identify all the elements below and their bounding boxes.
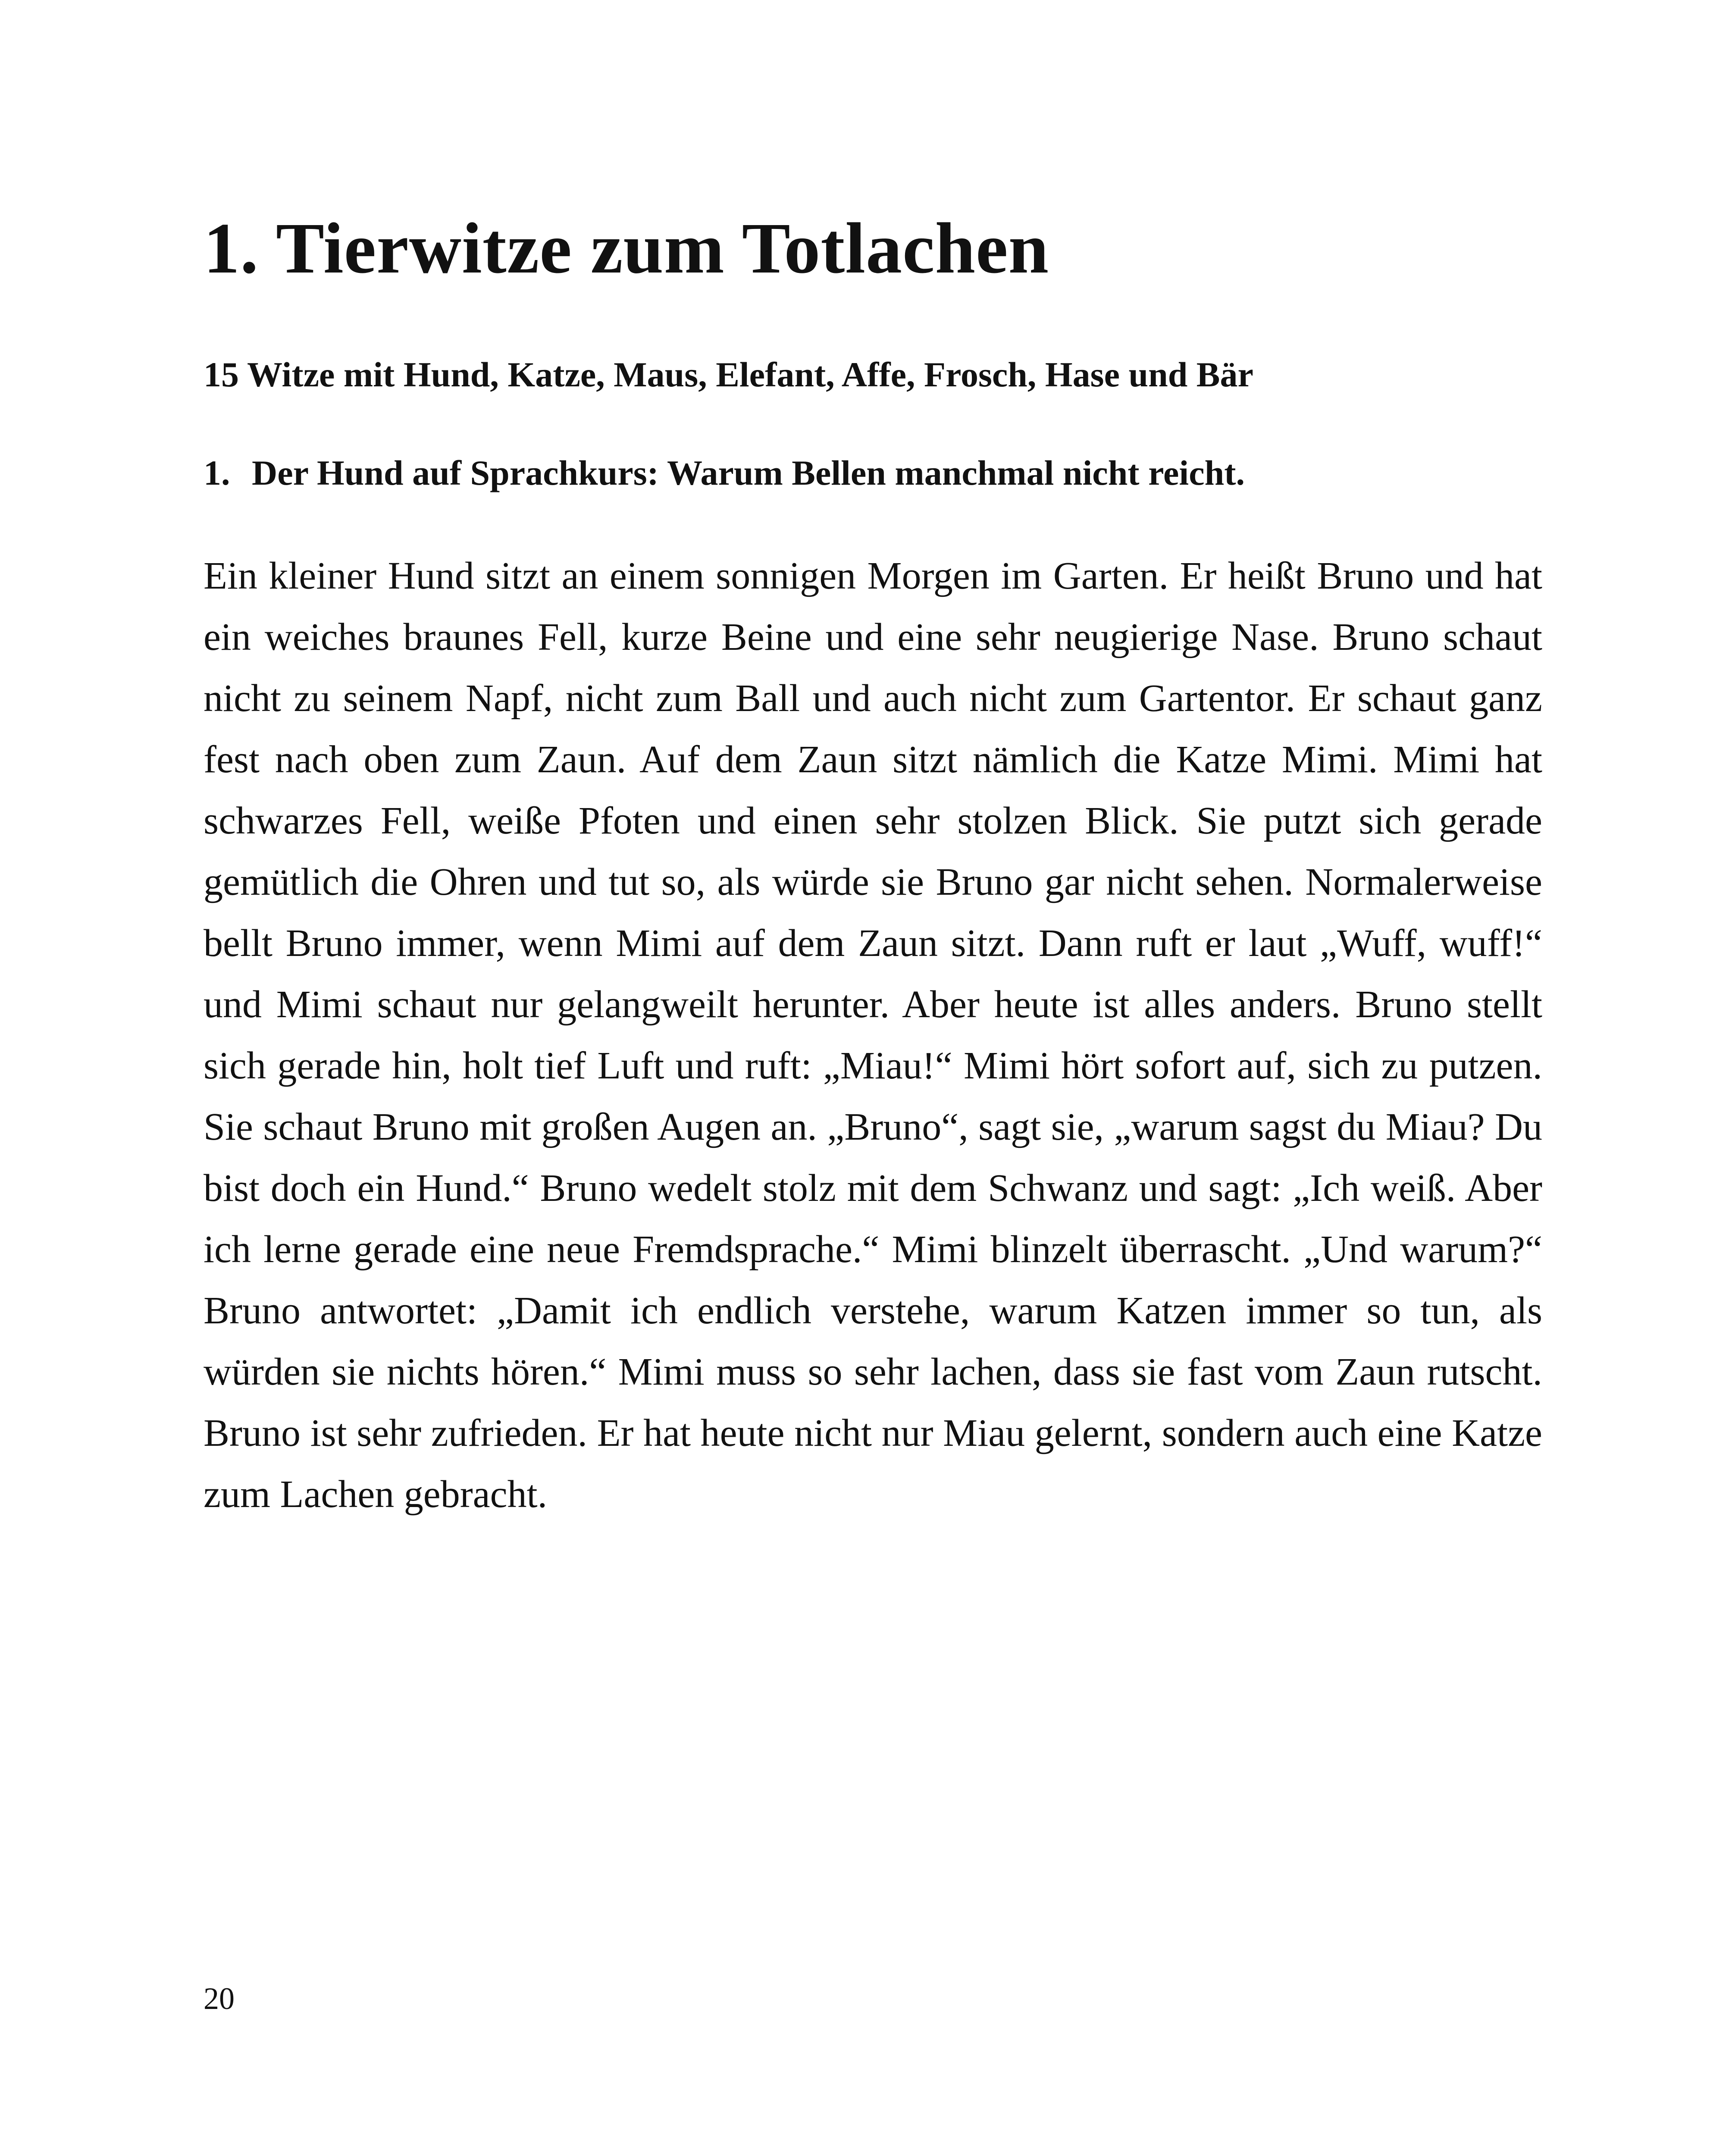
chapter-subtitle: 15 Witze mit Hund, Katze, Maus, Elefant, Affe, Frosch, Hase und Bär (204, 355, 1253, 394)
section-heading (204, 452, 1562, 494)
page-number: 20 (204, 1981, 235, 2016)
chapter-title: 1. Tierwitze zum Totlachen (204, 208, 1049, 288)
section-heading-text: Der Hund auf Sprachkurs: Warum Bellen manchmal nicht reicht. (252, 453, 1245, 492)
body-paragraph: Ein kleiner Hund sitzt an einem sonnigen Morgen im Garten. Er heißt Bruno und hat ein weiches braunes Fell, kurze Beine und eine sehr neugierige Nase. Bruno schaut nicht zu seinem Napf, nicht zum Ball und auch nicht zum Gartentor. Er schaut ganz fest nach oben zum Zaun. Auf dem Zaun sitzt nämlich die Katze Mimi. Mimi hat schwarzes Fell, weiße Pfoten und einen sehr stolzen Blick. Sie putzt sich gerade gemütlich die Ohren und tut so, als würde sie Bruno gar nicht sehen. Normalerweise bellt Bruno immer, wenn Mimi auf dem Zaun sitzt. Dann ruft er laut „Wuff, wuff!“ und Mimi schaut nur gelangweilt herunter. Aber heute ist alles anders. Bruno stellt sich gerade hin, holt tief Luft und ruft: „Miau!“ Mimi hört sofort auf, sich zu putzen. Sie schaut Bruno mit großen Augen an. „Bruno“, sagt sie, „warum sagst du Miau? Du bist doch ein Hund.“ Bruno wedelt stolz mit dem Schwanz und sagt: „Ich weiß. Aber ich lerne gerade eine neue Fremdsprache.“ Mimi blinzelt überrascht. „Und warum?“ Bruno antwortet: „Damit ich endlich verstehe, warum Katzen immer so tun, als würden sie nichts hören.“ Mimi muss so sehr lachen, dass sie fast vom Zaun rutscht. Bruno ist sehr zufrieden. Er hat heute nicht nur Miau gelernt, sondern auch eine Katze zum Lachen gebracht. (204, 555, 1542, 1516)
section-number: 1. (204, 453, 230, 492)
